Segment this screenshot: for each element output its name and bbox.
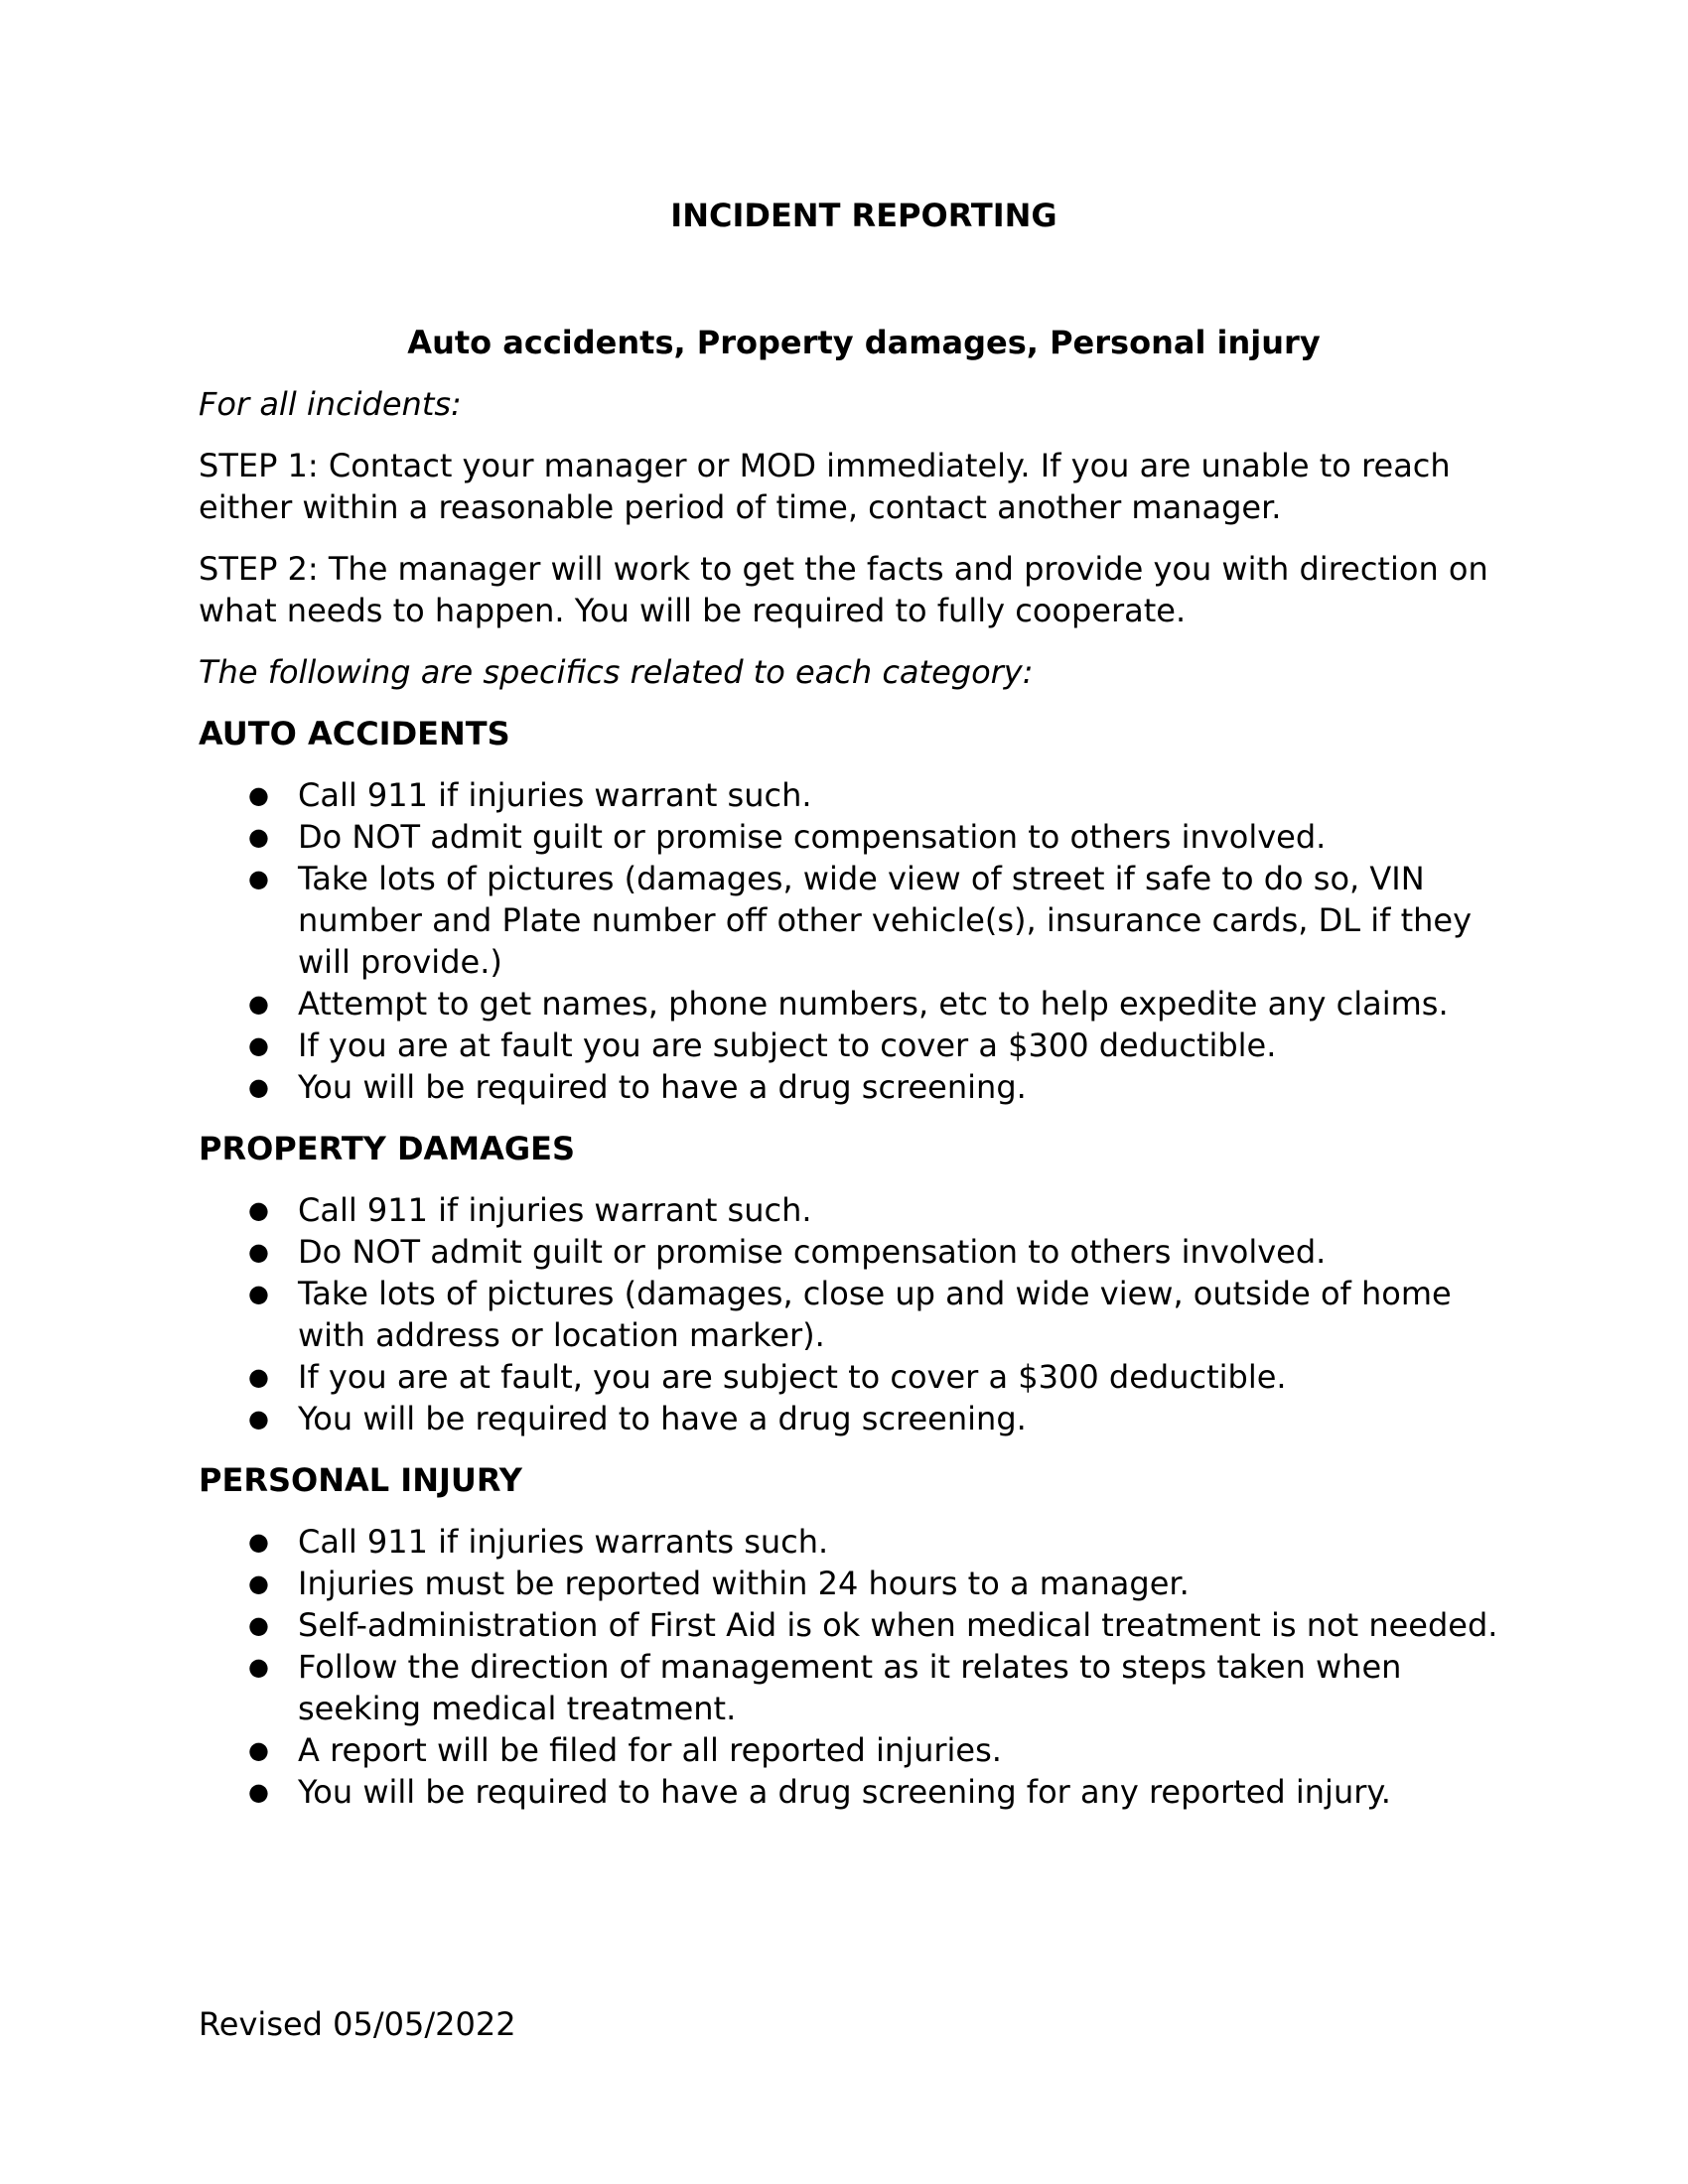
list-item: ● A report will be filed for all reported injuries. [199, 1729, 1499, 1771]
auto-accidents-list [199, 774, 1499, 1108]
section-heading-property-damages: PROPERTY DAMAGES [199, 1130, 576, 1167]
list-item: ● If you are at fault, you are subject to cover a $300 deductible. [199, 1356, 1499, 1398]
list-item: ● Take lots of pictures (damages, wide view of street if safe to do so, VIN number and Plate number off other vehicle(s), insurance cards, DL if they will provide.) [199, 858, 1499, 983]
list-item: ● Call 911 if injuries warrants such. [199, 1521, 1499, 1563]
property-damages-list [199, 1189, 1499, 1439]
document-body [199, 195, 1499, 1813]
list-item: ● Injuries must be reported within 24 hours to a manager. [199, 1563, 1499, 1604]
list-item: ● You will be required to have a drug screening for any reported injury. [199, 1771, 1499, 1813]
section-heading-personal-injury: PERSONAL INJURY [199, 1461, 522, 1499]
page-title: INCIDENT REPORTING [670, 197, 1057, 234]
list-item: ● Follow the direction of management as it relates to steps taken when seeking medical treatment. [199, 1646, 1499, 1729]
personal-injury-list [199, 1521, 1499, 1813]
list-item: ● Call 911 if injuries warrant such. [199, 774, 1499, 816]
list-item: ● Attempt to get names, phone numbers, etc to help expedite any claims. [199, 983, 1499, 1024]
list-item: ● Take lots of pictures (damages, close up and wide view, outside of home with address or location marker). [199, 1273, 1499, 1356]
list-item: ● You will be required to have a drug screening. [199, 1066, 1499, 1108]
step-1: STEP 1: Contact your manager or MOD immediately. If you are unable to reach either within a reasonable period of time, contact another manager. [199, 447, 1451, 526]
specifics-intro: The following are specifics related to each category: [199, 653, 1034, 691]
list-item: ● Call 911 if injuries warrant such. [199, 1189, 1499, 1231]
step-2: STEP 2: The manager will work to get the facts and provide you with direction on what needs to happen. You will be required to fully cooperate. [199, 550, 1488, 629]
page-subtitle: Auto accidents, Property damages, Personal injury [407, 324, 1321, 361]
section-heading-auto-accidents: AUTO ACCIDENTS [199, 715, 510, 752]
list-item: ● You will be required to have a drug screening. [199, 1398, 1499, 1439]
revision-date: Revised 05/05/2022 [199, 2005, 516, 2043]
list-item: ● Do NOT admit guilt or promise compensation to others involved. [199, 1231, 1499, 1273]
list-item: ● If you are at fault you are subject to cover a $300 deductible. [199, 1024, 1499, 1066]
intro-text: For all incidents: [199, 385, 462, 423]
list-item: ● Self-administration of First Aid is ok when medical treatment is not needed. [199, 1604, 1499, 1646]
list-item: ● Do NOT admit guilt or promise compensation to others involved. [199, 816, 1499, 858]
